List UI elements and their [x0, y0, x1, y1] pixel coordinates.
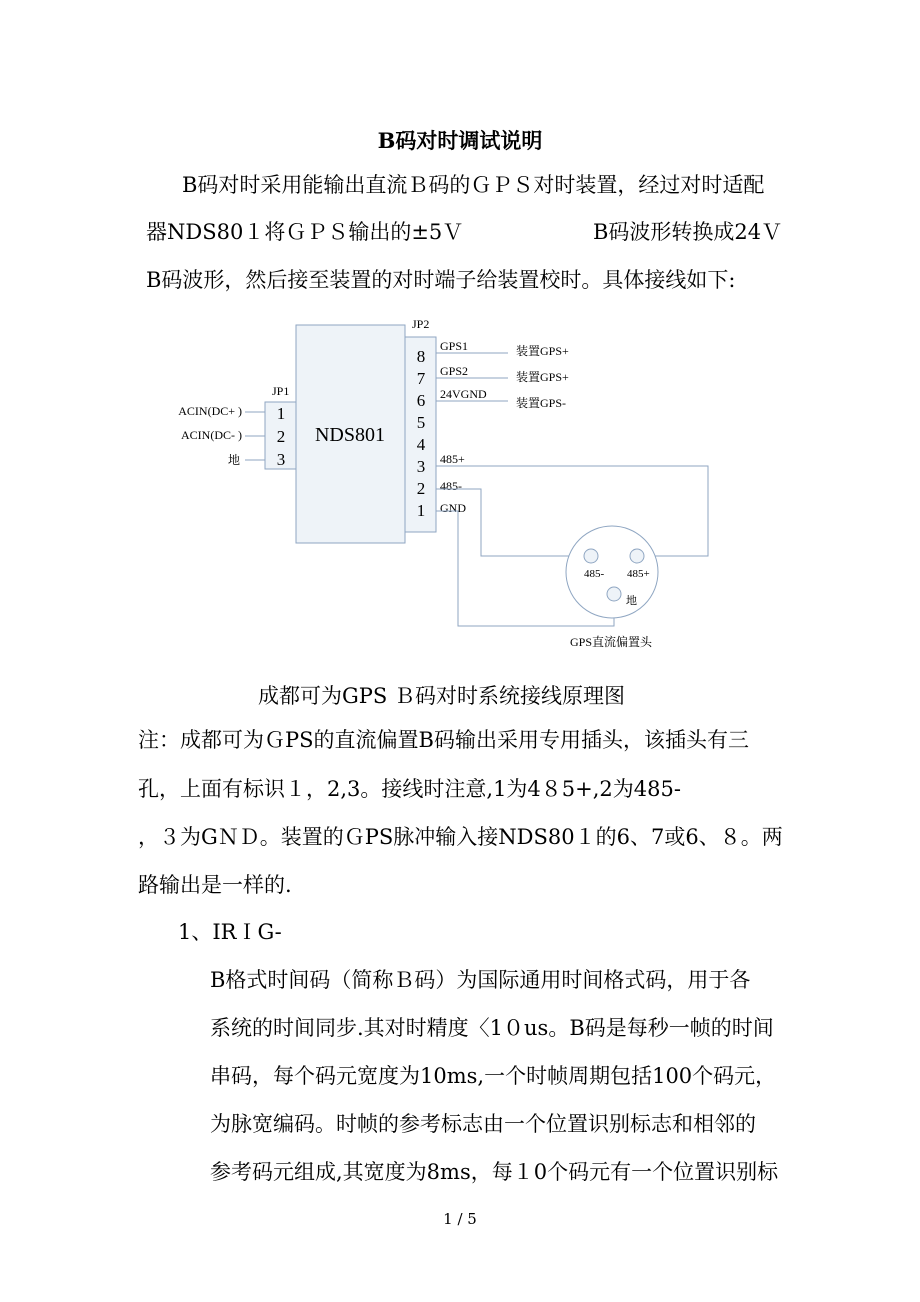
note-line-4: 路输出是一样的. — [138, 873, 292, 897]
jp2-pin: 4 — [416, 435, 426, 454]
intro-line-3: B码波形，然后接至装置的对时端子给装置校时。具体接线如下: — [146, 268, 736, 292]
intro-line-1: B码对时采用能输出直流Ｂ码的ＧＰＳ对时装置，经过对时适配 — [182, 173, 765, 197]
connector-label: GPS直流偏置头 — [570, 635, 653, 649]
jp2-signal-label: GPS2 — [440, 364, 469, 378]
jp1-pin: 1 — [276, 404, 286, 423]
connector-hole-485-plus — [630, 549, 644, 563]
jp2-pin: 7 — [416, 369, 426, 388]
jp2-label: JP2 — [412, 317, 430, 331]
jp2-signal-label: 24VGND — [440, 387, 487, 401]
note-line-1: 注：成都可为ＧPS的直流偏置B码输出采用专用插头，该插头有三 — [138, 728, 749, 752]
section-body-line-2: 系统的时间同步.其对时精度〈1０us。B码是每秒一帧的时间 — [210, 1016, 774, 1040]
connector-hole-label: 地 — [626, 595, 637, 607]
device-label: NDS801 — [314, 424, 386, 446]
jp1-pin: 3 — [276, 450, 286, 469]
jp1-label: JP1 — [272, 384, 290, 398]
note-line-3: ，３为GＮＤ。装置的ＧPS脉冲输入接NDS80１的6、7或6、８。两 — [138, 825, 783, 849]
jp2-pin: 5 — [416, 413, 426, 432]
connector-hole-485-minus — [584, 549, 598, 563]
jp2-pin: 2 — [416, 479, 426, 498]
document-title: B码对时调试说明 — [377, 128, 543, 153]
page-number: 1 / 5 — [443, 1210, 477, 1228]
jp2-pin: 6 — [416, 391, 426, 410]
jp2-pin: 1 — [416, 501, 426, 520]
jp1-input-label: ACIN(DC+ ) — [178, 404, 242, 418]
output-label: 装置GPS- — [516, 396, 567, 410]
note-line-2: 孔，上面有标识１，2,3。接线时注意,1为4８5+,2为485- — [138, 777, 681, 801]
section-body-line-5: 参考码元组成,其宽度为8ms，每１0个码元有一个位置识别标 — [210, 1160, 779, 1184]
jp2-signal-label: GND — [440, 501, 466, 515]
jp2-signal-label: 485+ — [440, 452, 465, 466]
section-body-line-3: 串码，每个码元宽度为10ms,一个时帧周期包括100个码元， — [210, 1064, 777, 1088]
jp2-signal-label: 485- — [440, 479, 462, 493]
diagram-caption: 成都可为GPS Ｂ码对时系统接线原理图 — [258, 684, 625, 708]
jp1-input-label: 地 — [227, 453, 240, 467]
connector-hole-ground — [607, 587, 621, 601]
jp2-pin: 8 — [416, 347, 426, 366]
connector-hole-label: 485- — [584, 568, 605, 580]
section-body-line-4: 为脉宽编码。时帧的参考标志由一个位置识别标志和相邻的 — [210, 1112, 756, 1136]
jp1-input-label: ACIN(DC- ) — [181, 428, 242, 442]
jp1-pin: 2 — [276, 427, 286, 446]
section-body-line-1: B格式时间码（简称Ｂ码）为国际通用时间格式码，用于各 — [210, 968, 751, 992]
connector-hole-label: 485+ — [627, 568, 650, 580]
jp2-pin: 3 — [416, 457, 426, 476]
output-label: 装置GPS+ — [516, 344, 569, 358]
intro-line-2b: B码波形转换成24Ｖ — [593, 220, 783, 244]
section-heading: 1、IRＩG- — [178, 920, 282, 944]
intro-line-2a: 器NDS80１将ＧＰＳ输出的±5Ｖ — [146, 220, 464, 244]
output-label: 装置GPS+ — [516, 370, 569, 384]
jp2-signal-label: GPS1 — [440, 339, 469, 353]
rs485-plus-wire — [436, 466, 708, 556]
